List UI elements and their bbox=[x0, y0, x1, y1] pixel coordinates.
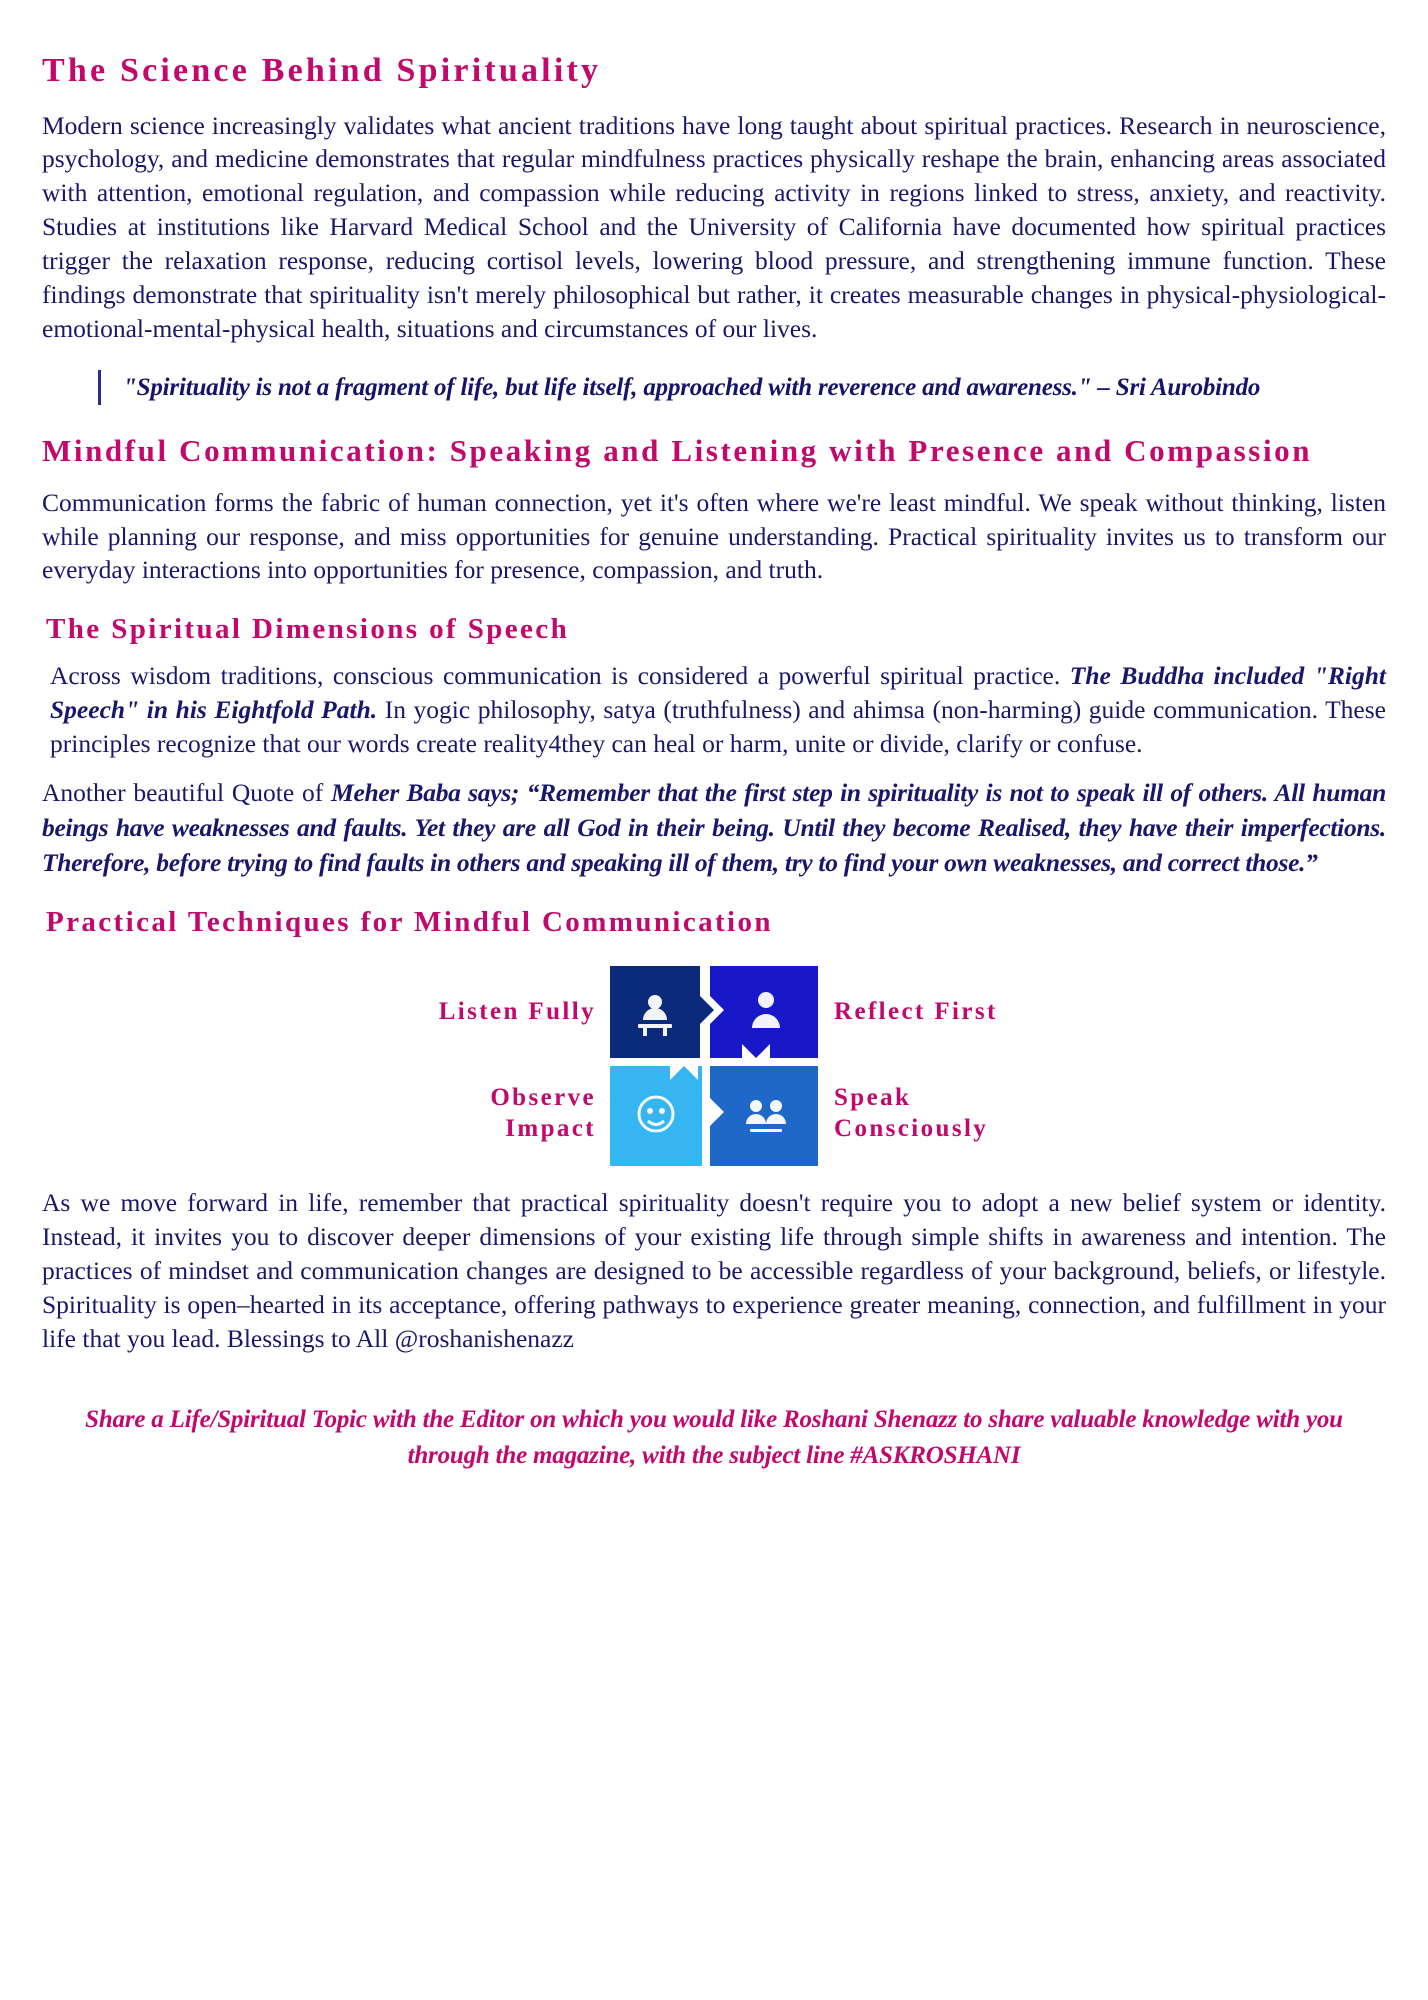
speech-rest-text: In yogic philosophy, satya (truthfulness) and ahimsa (non-harming) guide communication. These principles recognize that our words create reality4they can heal or harm, unite or divide, clarify or confuse. bbox=[50, 694, 1386, 758]
diagram-labels-left bbox=[345, 966, 610, 1166]
closing-paragraph: As we move forward in life, remember that practical spirituality doesn't require you to adopt a new belief system or identity. Instead, it invites you to discover deeper dimensions of your existing life through simple shifts in awareness and intention. The practices of mindset and communication changes are designed to be accessible regardless of your background, beliefs, or lifestyle. Spirituality is open–hearted in its acceptance, offering pathways to experience greater meaning, connection, and fulfillment in your life that you lead. Blessings to All @roshanishenazz bbox=[42, 1188, 1386, 1353]
editor-note: Share a Life/Spiritual Topic with the Editor on which you would like Roshani Shenazz to share valuable knowledge with you through the magazine, with the subject line #ASKROSHANI bbox=[85, 1405, 1343, 1469]
puzzle-diagram-container bbox=[284, 960, 1144, 1172]
puzzle-svg bbox=[610, 966, 818, 1166]
diagram-labels-right bbox=[818, 966, 1083, 1166]
section-title-spiritual-dimensions: The Spiritual Dimensions of Speech bbox=[46, 613, 570, 646]
meher-quote-text: Meher Baba says; “Remember that the first step in spirituality is not to speak ill of others. All human beings have weaknesses and faults. Yet they are all God in their being. Until they become Realised, they have their imperfections. Therefore, before trying to find faults in others and speaking ill of them, try to find your own weaknesses, and correct those.” bbox=[42, 777, 1386, 878]
pullquote-text: "Spirituality is not a fragment of life, but life itself, approached with reverence and awareness." – Sri Aurobindo bbox=[123, 373, 1261, 401]
pullquote bbox=[98, 370, 1283, 406]
spiritual-dimensions-paragraph bbox=[50, 659, 1386, 761]
meher-lead-text: Another beautiful Quote of bbox=[42, 777, 332, 807]
diagram-label-observe-line2: Impact bbox=[505, 1114, 596, 1142]
section-title-practical-techniques: Practical Techniques for Mindful Communication bbox=[46, 906, 773, 939]
diagram-label-listen-fully: Listen Fully bbox=[438, 998, 596, 1026]
puzzle-piece-speak-consciously bbox=[710, 1066, 818, 1166]
science-paragraph: Modern science increasingly validates what ancient traditions have long taught about spiritual practices. Research in neuroscience, psychology, and medicine demonstrates that regular mindfulness practices physically reshape the brain, enhancing areas associated with attention, emotional regulation, and compassion while reducing activity in regions linked to stress, anxiety, and reactivity. Studies at institutions like Harvard Medical School and the University of California have documented how spiritual practices trigger the relaxation response, reducing cortisol levels, lowering blood pressure, and strengthening immune function. These findings demonstrate that spirituality isn't merely philosophical but rather, it creates measurable changes in physical-physiological-emotional-mental-physical health, situations and circumstances of our lives. bbox=[42, 110, 1386, 343]
diagram-label-speak-consciously bbox=[834, 1082, 1083, 1145]
section-title-mindful-communication: Mindful Communication: Speaking and Listening with Presence and Compassion bbox=[42, 433, 1313, 469]
buddha-emphasis-text: The Buddha included "Right Speech" in his Eightfold Path. bbox=[50, 661, 1387, 724]
page-title: The Science Behind Spirituality bbox=[42, 52, 602, 89]
meher-baba-quote-paragraph bbox=[42, 775, 1386, 881]
speech-lead-text: Across wisdom traditions, conscious communication is considered a powerful spiritual practice. bbox=[50, 661, 1061, 691]
mindful-communication-paragraph: Communication forms the fabric of human connection, yet it's often where we're least mindful. We speak without thinking, listen while planning our response, and miss opportunities for genuine understanding. Practical spirituality invites us to transform our everyday interactions into opportunities for presence, compassion, and truth. bbox=[42, 487, 1386, 585]
diagram-label-speak-line1: Speak bbox=[834, 1083, 912, 1111]
communication-diagram bbox=[42, 960, 1386, 1172]
diagram-label-reflect-first: Reflect First bbox=[834, 998, 998, 1026]
diagram-label-speak-line2: Consciously bbox=[834, 1114, 989, 1142]
puzzle-piece-observe-impact bbox=[610, 1066, 702, 1166]
diagram-label-observe-impact bbox=[345, 1082, 596, 1145]
puzzle-graphic bbox=[610, 966, 818, 1166]
puzzle-piece-reflect-first bbox=[710, 966, 818, 1058]
diagram-label-observe-line1: Observe bbox=[490, 1083, 596, 1111]
